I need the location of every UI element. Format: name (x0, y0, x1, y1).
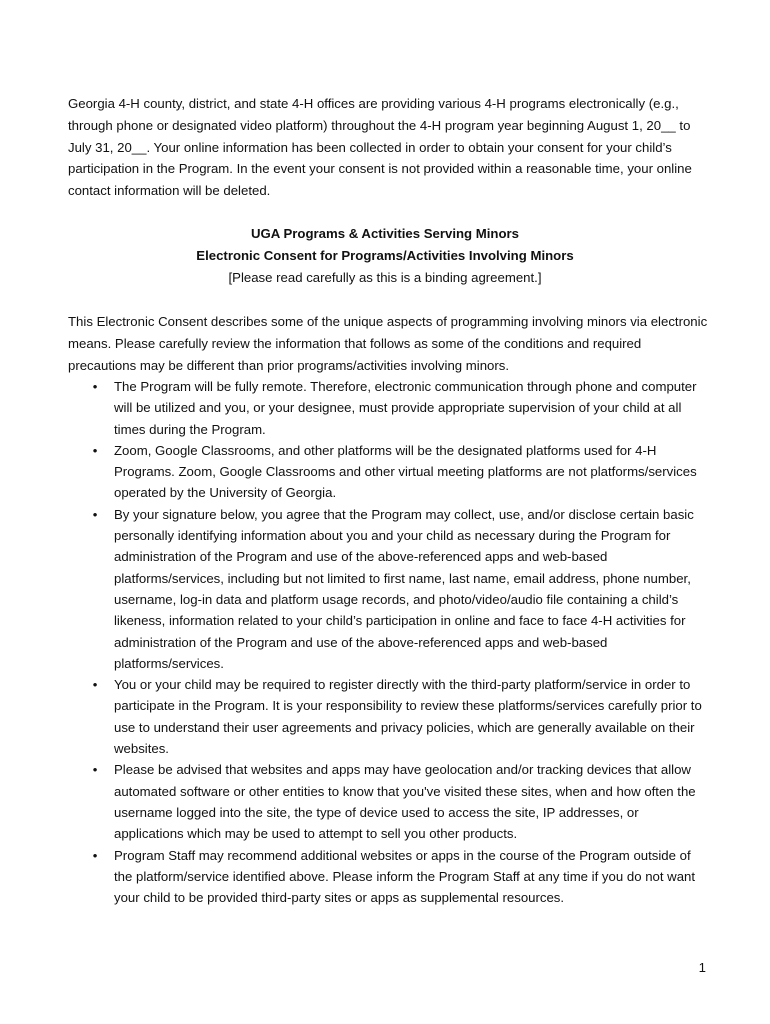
bullet-item (68, 674, 708, 759)
bullet-item (68, 845, 708, 909)
bullet-item (68, 376, 708, 440)
bullet-icon: • (92, 847, 98, 863)
page-number: 1 (698, 960, 706, 975)
heading-title-programs: UGA Programs & Activities Serving Minors (251, 226, 519, 241)
consent-bullet-list (68, 376, 708, 908)
bullet-item (68, 440, 708, 504)
bullet-text: Zoom, Google Classrooms, and other platforms will be the designated platforms used for 4-H Programs. Zoom, Google Classrooms and other virtual meeting platforms are not platforms/services operated by the University of Georgia. (114, 442, 697, 501)
consent-heading (68, 223, 702, 288)
bullet-icon: • (92, 379, 98, 394)
consent-intro-paragraph: This Electronic Consent describes some of the unique aspects of programming involving minors via electronic means. Please carefully review the information that follows as some of the conditions and required precautions may be different than prior programs/activities involving minors. (68, 314, 708, 373)
bullet-text: By your signature below, you agree that the Program may collect, use, and/or disclose certain basic personally identifying information about you and your child as necessary during the Program for administration of the Program and use of the above-referenced apps and web-based platforms/services, including but not limited to first name, last name, email address, phone number, username, log-in data and platform usage records, and photo/video/audio file containing a child’s likeness, information related to your child’s participation in online and face to face 4-H activities for administration of the Program and use of the above-referenced apps and web-based platforms/services. (114, 506, 694, 671)
bullet-text: Please be advised that websites and apps may have geolocation and/or tracking devices that allow automated software or other entities to know that you've visited these sites, when and how often the username logged into the site, the type of device used to access the site, IP addresses, or applications which may be used to attempt to sell you other products. (114, 762, 696, 842)
bullet-text: You or your child may be required to register directly with the third-party platform/service in order to participate in the Program. It is your responsibility to review these platforms/services carefully prior to use to understand their user agreements and privacy policies, which are generally available on their websites. (114, 677, 702, 757)
bullet-icon: • (92, 762, 98, 778)
bullet-text: The Program will be fully remote. Therefore, electronic communication through phone and computer will be utilized and you, or your designee, must provide appropriate supervision of your child at all times during the Program. (114, 379, 697, 437)
intro-paragraph: Georgia 4-H county, district, and state 4-H offices are providing various 4-H programs electronically (e.g., through phone or designated video platform) throughout the 4-H program year beginning August 1, 20__ to July 31, 20__. Your online information has been collected in order to obtain your consent for your child’s participation in the Program. In the event your consent is not provided within a reasonable time, your online contact information will be deleted. (68, 96, 692, 199)
bullet-item (68, 504, 708, 674)
bullet-icon: • (92, 506, 98, 522)
bullet-item (68, 759, 708, 844)
bullet-icon: • (92, 677, 98, 693)
bullet-text: Program Staff may recommend additional websites or apps in the course of the Program outside of the platform/service identified above. Please inform the Program Staff at any time if you do not want your child to be provided third-party sites or apps as supplemental resources. (114, 847, 696, 906)
heading-binding-note: [Please read carefully as this is a binding agreement.] (228, 269, 542, 285)
heading-title-consent: Electronic Consent for Programs/Activities Involving Minors (196, 247, 574, 263)
bullet-icon: • (92, 442, 98, 458)
